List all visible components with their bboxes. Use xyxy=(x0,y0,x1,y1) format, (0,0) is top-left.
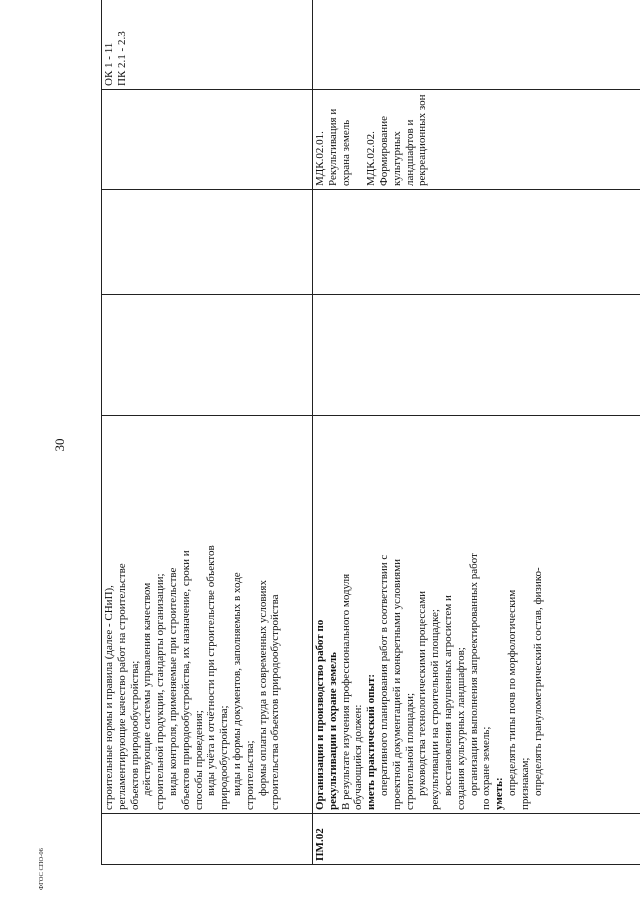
text-line: строительные нормы и правила (далее - СНиП), xyxy=(103,585,115,810)
document-code: ФГОС СПО-06 xyxy=(38,848,45,890)
mdk-line: Рекультивация и xyxy=(326,108,339,186)
mdk-line: охрана земель xyxy=(339,119,352,186)
text-line: формы оплаты труда в современных условиях xyxy=(256,580,269,796)
row2-description-lines xyxy=(314,419,544,810)
text-line: способы проведения; xyxy=(192,710,205,810)
text-line: проектной документацией и конкретными условиями xyxy=(390,559,403,810)
text-line: Организация и производство работ по xyxy=(314,619,326,810)
row2-description-cell xyxy=(313,416,640,814)
mdk-spacer xyxy=(352,93,365,186)
mdk-line: МДК.02.01. xyxy=(314,131,326,186)
text-line: объектов природообустройства; xyxy=(128,660,141,810)
text-line: действующие системы управления качеством xyxy=(141,582,154,796)
text-line: объектов природообустройства, их назначение, сроки и xyxy=(179,550,192,810)
text-line: рекультивации и охране земель xyxy=(326,652,339,810)
text-line: руководства технологическими процессами xyxy=(416,590,429,796)
text-line: иметь практический опыт: xyxy=(365,673,378,810)
row1-cell-3 xyxy=(102,295,313,416)
text-line: определять типы почв по морфологическим xyxy=(505,589,518,796)
row1-mdk-cell xyxy=(102,90,313,190)
row2-cell-3 xyxy=(313,295,640,416)
text-line: рекультивации на строительной площадке; xyxy=(429,609,442,810)
competency-ref-ok: ОК 1 - 11 xyxy=(103,42,115,86)
text-line: по охране земель; xyxy=(480,726,493,810)
text-line: В результате изучения профессионального модуля xyxy=(339,573,352,810)
text-line: признакам; xyxy=(518,757,531,810)
text-line: строительства объектов природообустройства xyxy=(269,594,282,810)
rotated-table-area xyxy=(101,30,640,865)
table-row-2 xyxy=(313,0,640,865)
text-line: организации выполнения запроектированных работ xyxy=(467,553,480,796)
row2-cell-4 xyxy=(313,190,640,295)
text-line: виды контроля, применяемые при строительстве xyxy=(166,567,179,796)
text-line: строительной площадки; xyxy=(403,692,416,810)
row1-refs-cell xyxy=(102,0,313,90)
text-line: восстановления нарушенных агросистем и xyxy=(441,595,454,796)
row1-code-cell xyxy=(102,814,313,865)
text-line: строительной продукции, стандарты организации; xyxy=(154,573,167,810)
text-line: строительства; xyxy=(243,740,256,810)
page-number: 30 xyxy=(52,438,67,452)
row1-cell-4 xyxy=(102,190,313,295)
row2-refs-cell xyxy=(313,0,640,90)
module-code: ПМ.02 xyxy=(313,814,640,865)
table-row-1 xyxy=(102,0,313,865)
competencies-table xyxy=(101,0,640,865)
mdk-line: культурных xyxy=(390,131,403,186)
row1-description-lines xyxy=(103,419,282,810)
text-line: уметь: xyxy=(493,777,506,810)
text-line: определять гранулометрический состав, физико- xyxy=(531,567,544,796)
competency-ref-pk: ПК 2.1 - 2.3 xyxy=(115,31,128,86)
mdk-line: ландшафтов и xyxy=(403,119,416,186)
text-line: виды учёта и отчётности при строительстве объектов xyxy=(205,545,218,796)
row2-mdk-cell xyxy=(313,90,640,190)
text-line: оперативного планирования работ в соответствии с xyxy=(377,554,390,796)
row1-description-cell xyxy=(102,416,313,814)
mdk-list xyxy=(314,93,429,186)
mdk-line: Формирование xyxy=(377,116,390,186)
mdk-line: рекреационных зон xyxy=(416,94,429,186)
text-line: обучающийся должен: xyxy=(352,704,365,810)
mdk-line: МДК.02.02. xyxy=(365,131,378,186)
text-line: регламентирующие качество работ на строительстве xyxy=(115,563,128,810)
text-line: виды и формы документов, заполняемых в ходе xyxy=(230,572,243,796)
text-line: создания культурных ландшафтов; xyxy=(454,647,467,810)
text-line: природообустройства; xyxy=(218,705,231,810)
